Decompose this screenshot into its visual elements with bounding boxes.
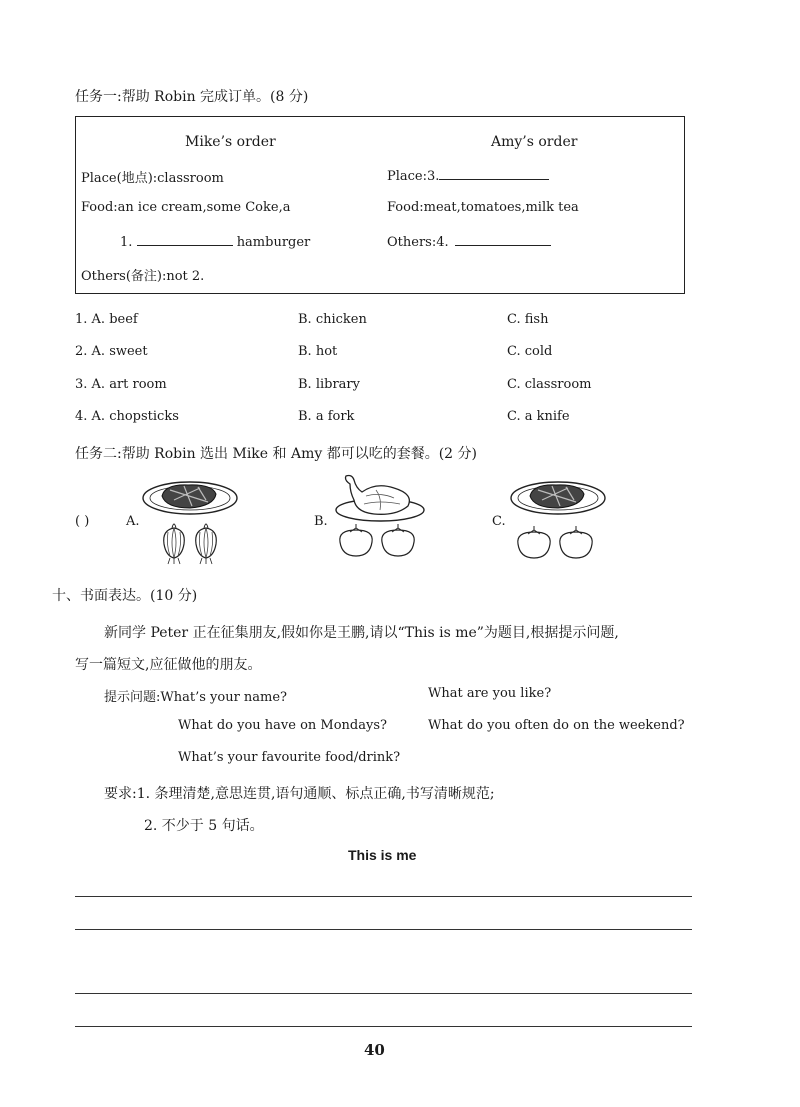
answer-blank-4[interactable] [455,233,551,246]
essay-title: This is me [348,847,417,863]
choice-a-label: A. [126,514,140,529]
hint-question-like: What are you like? [428,686,552,701]
mike-others: Others(备注):not 2. [81,269,205,284]
requirement-1: 要求:1. 条理清楚,意思连贯,语句通顺、标点正确,书写清晰规范; [104,786,495,802]
section10-title: 十、书面表达。(10 分) [52,588,198,604]
option-3c: C. classroom [507,377,592,392]
option-4a: 4. A. chopsticks [75,409,179,424]
amy-place [387,167,549,184]
mike-food-line1: Food:an ice cream,some Coke,a [81,200,291,215]
option-3a: 3. A. art room [75,377,167,392]
mike-place: Place(地点):classroom [81,171,224,186]
option-4b: B. a fork [298,409,355,424]
section10-intro-line2: 写一篇短文,应征做他的朋友。 [75,657,262,673]
page-number: 40 [364,1041,385,1059]
amy-others [387,233,551,250]
mike-food-line2 [120,233,310,250]
writing-line-3[interactable] [75,993,692,994]
meal-b-chicken-tomatoes-image[interactable] [334,474,426,564]
option-2a: 2. A. sweet [75,344,148,359]
option-4c: C. a knife [507,409,570,424]
amy-food: Food:meat,tomatoes,milk tea [387,200,579,215]
writing-line-4[interactable] [75,1026,692,1027]
writing-line-2[interactable] [75,929,692,930]
answer-blank-1[interactable] [137,233,233,246]
meal-a-steak-onions-image[interactable] [140,476,240,568]
writing-line-1[interactable] [75,896,692,897]
amy-place-label: Place:3. [387,169,440,184]
hamburger-text: hamburger [236,235,311,250]
option-3b: B. library [298,377,360,392]
order-table [75,116,685,294]
choice-b-label: B. [314,514,328,529]
requirement-2: 2. 不少于 5 句话。 [144,818,264,834]
answer-blank-3[interactable] [439,167,549,180]
task1-title: 任务一:帮助 Robin 完成订单。(8 分) [75,89,309,105]
blank-1-label: 1. [120,235,133,250]
option-2c: C. cold [507,344,553,359]
amy-others-label: Others:4. [387,235,449,250]
option-2b: B. hot [298,344,338,359]
hint-question-food: What’s your favourite food/drink? [178,750,401,765]
hint-question-weekend: What do you often do on the weekend? [428,718,685,733]
mike-order-heading: Mike’s order [185,134,276,150]
option-1a: 1. A. beef [75,312,138,327]
hint-question-mondays: What do you have on Mondays? [178,718,387,733]
option-1b: B. chicken [298,312,367,327]
option-1c: C. fish [507,312,549,327]
amy-order-heading: Amy’s order [491,134,578,150]
section10-intro-line1: 新同学 Peter 正在征集朋友,假如你是王鹏,请以“This is me”为题目,根据提示问题, [104,625,619,641]
answer-paren[interactable]: ( ) [75,514,90,529]
task2-title: 任务二:帮助 Robin 选出 Mike 和 Amy 都可以吃的套餐。(2 分) [75,446,477,462]
meal-c-steak-tomatoes-image[interactable] [508,476,608,566]
hint-question-name: 提示问题:What’s your name? [104,690,288,705]
choice-c-label: C. [492,514,506,529]
